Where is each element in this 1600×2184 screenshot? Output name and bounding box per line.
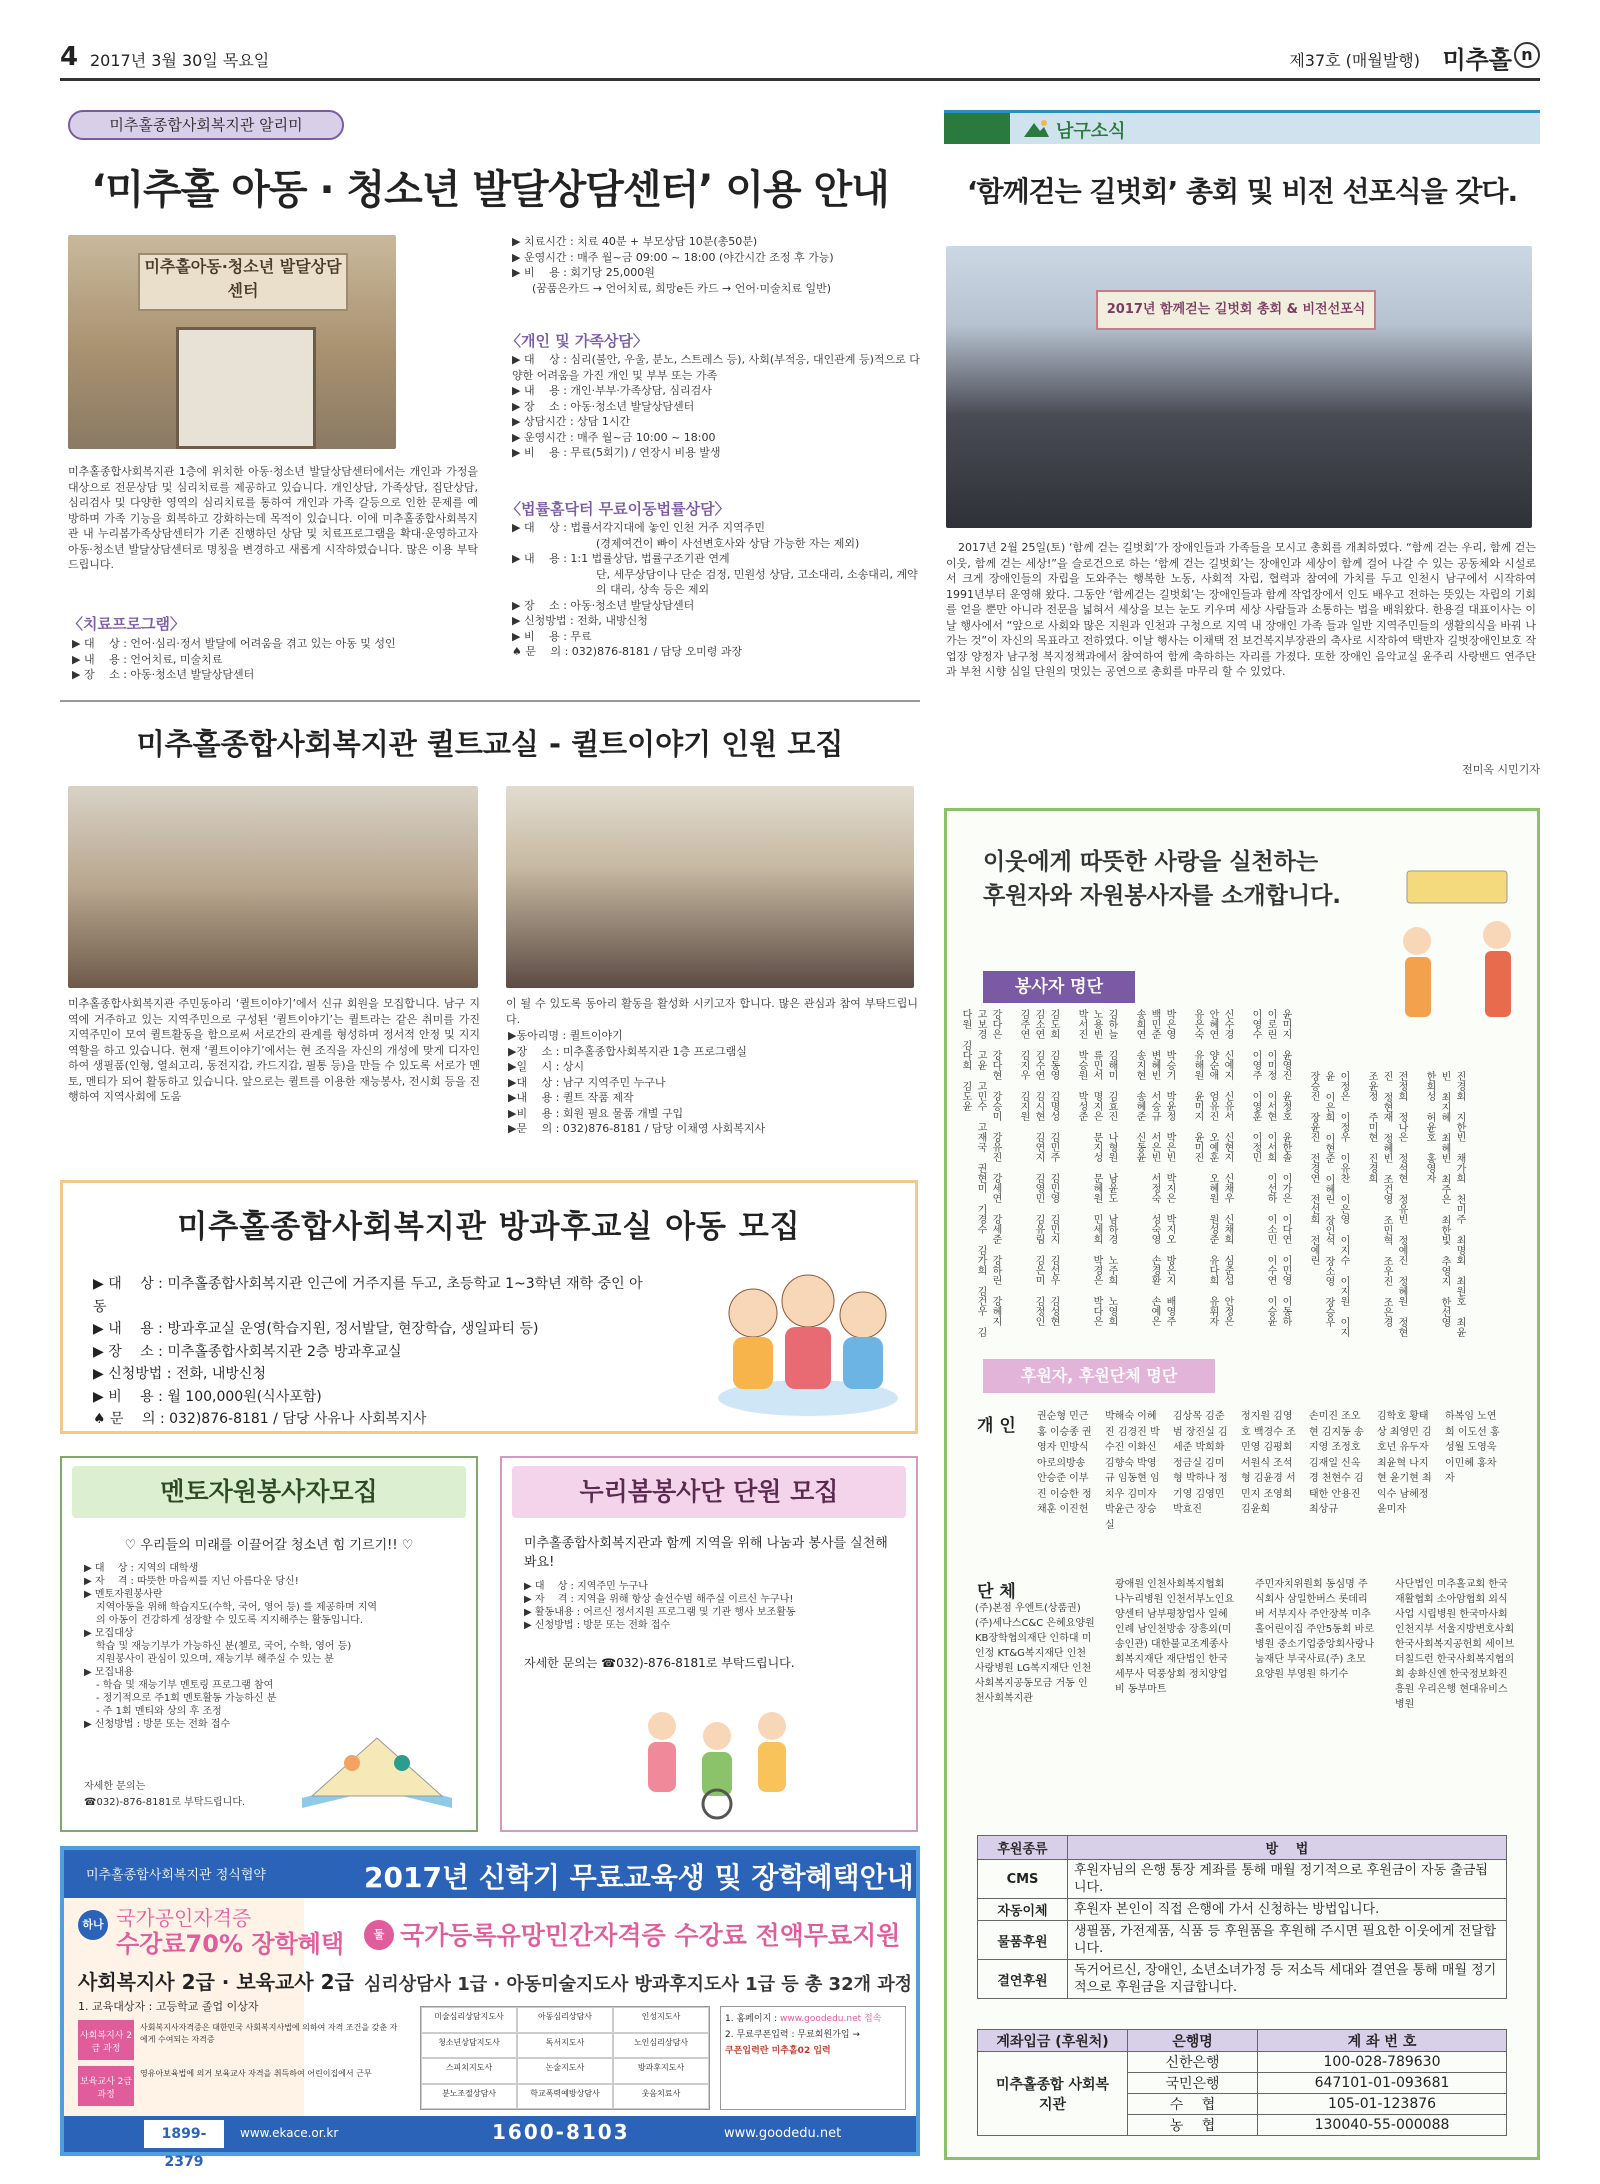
children-illustration	[713, 1253, 903, 1423]
nam-group-photo	[946, 246, 1532, 528]
account-bank: 수 협	[1128, 2094, 1258, 2115]
board-title: 봉사자 명단	[983, 971, 1135, 1003]
account-bank: 신한은행	[1128, 2052, 1258, 2073]
law-list	[512, 520, 920, 660]
account-bank: 국민은행	[1128, 2073, 1258, 2094]
account-recipient: 미추홀종합 사회복지관	[978, 2052, 1128, 2136]
volunteer-names-col5: 신수경 신예지 신유서 신현지 신채우 신채희 심준섭 안정은 안혜연 양순애 엄유진 오예훈 오혜원 원성준 유다희 유휘자 유은숙 유해원 윤미지 윤미진	[1192, 1009, 1233, 1326]
afterschool-box	[60, 1180, 918, 1434]
ad-coupon: 쿠폰입력란 미추홀02 입력	[725, 2046, 831, 2056]
ad-homepage-label: 1. 홈페이지 :	[725, 2014, 778, 2024]
donor-col4: 정지원 김영호 백경수 조민영 김평회 서원식 조석형 김윤경 서민지 조영희 김윤희	[1241, 1411, 1296, 1515]
method-head-type: 후원종류	[978, 1836, 1068, 1860]
afterschool-item: ▶ 비 용 : 월 100,000원(식사포함)	[93, 1388, 322, 1405]
ad-badge-two: 둘	[364, 1920, 394, 1950]
org-col4: 사단법인 미추홀교회 한국 재활협회 소아암협회 외식사업 시립병원 한국마사회인천지부 서울지방변호사회 한국사회복지공헌회 세이브더칠드런 한국사회복지협의회 송화신엔 한국정보화진흥원 우리은행 현대유비스병원	[1395, 1579, 1515, 1710]
ad-phone-left[interactable]: 1899-2379	[144, 2120, 224, 2148]
ad-target: 1. 교육대상자 : 고등학교 졸업 이상자	[78, 2000, 259, 2013]
family-item: ▶ 장 소 : 아동·청소년 발달상담센터	[512, 399, 695, 413]
account-number: 130040-55-000088	[1258, 2115, 1507, 2136]
ad-course: 학교폭력예방상담사	[517, 2084, 613, 2110]
issue-date: 2017년 3월 30일 목요일	[90, 51, 270, 70]
book-illustration	[292, 1708, 462, 1818]
volunteer-illustration	[622, 1686, 812, 1826]
volunteer-names-col2: 김도희 김동영 김명성 김민주 김민영 김민지 김선우 김성현 김소연 김수연 김시현 김연지 김영민 김유림 김은미 김정인 김주연 김지우 김지원	[1018, 1009, 1059, 1326]
mentor-item: ▶ 멘토자원봉사란	[84, 1589, 163, 1600]
ad-row2-label: 보육교사 2급 과정	[78, 2066, 134, 2106]
account-number: 647101-01-093681	[1258, 2073, 1507, 2094]
account-head-number: 계 좌 번 호	[1258, 2030, 1507, 2052]
therapy-list	[72, 636, 502, 683]
fee-list	[512, 234, 922, 296]
fee-item: (꿈품은카드 → 언어치료, 희망e든 카드 → 언어·미술치료 일반)	[532, 281, 832, 295]
ad-url-right[interactable]: www.goodedu.net	[724, 2126, 842, 2141]
nam-section-bar	[944, 110, 1540, 144]
ad-step2: 2. 무료쿠폰입력 : 무료회원가입 →	[725, 2030, 860, 2040]
law-item: ▶ 신청방법 : 전화, 내방신청	[512, 614, 648, 627]
method-desc: 독거어르신, 장애인, 소년소녀가정 등 저소득 세대와 결연을 통해 매월 정기적으로 후원금을 지급합니다.	[1068, 1960, 1507, 1999]
account-bank: 농 협	[1128, 2115, 1258, 2136]
quilt-intro: 이 될 수 있도록 동아리 활동을 활성화 시키고자 합니다. 많은 관심과 참여 부탁드립니다.	[506, 997, 918, 1026]
volunteer-names-col3: 김하늘 김해미 김효진 나형원 남윤도 남하경 노주희 노영희 노용빈 류민서 명지은 문지성 문혜원 민세희 박경은 박다은 박서진 박승원 박성준	[1076, 1009, 1117, 1326]
family-item: ▶ 상담시간 : 상담 1시간	[512, 415, 631, 428]
law-item: ♠ 문 의 : 032)876-8181 / 담당 오미령 과장	[512, 645, 743, 658]
law-item: ▶ 비 용 : 무료	[512, 629, 592, 643]
mentor-item: ▶ 신청방법 : 방문 또는 전화 접수	[84, 1719, 231, 1730]
quilt-item: ▶장 소 : 미추홀종합사회복지관 1층 프로그램실	[508, 1044, 747, 1058]
mentor-item: ▶ 모집내용	[84, 1667, 134, 1678]
quilt-item: ▶비 용 : 회원 필요 물품 개별 구입	[508, 1106, 684, 1120]
section-badge	[944, 113, 1010, 144]
method-desc: 생필품, 가전제품, 식품 등 후원품을 후원해 주시면 필요한 이웃에게 전달합니다.	[1068, 1921, 1507, 1960]
ad-phone-mid[interactable]: 1600-8103	[492, 2120, 630, 2144]
law-item: ▶ 장 소 : 아동·청소년 발달상담센터	[512, 598, 695, 612]
ad-course: 논술지도사	[517, 2058, 613, 2084]
fee-item: ▶ 치료시간 : 치료 40분 + 부모상담 10분(총50분)	[512, 235, 758, 248]
mentor-item: - 주 1회 멘티와 상의 후 조정	[96, 1706, 222, 1717]
nuribom-contact: 자세한 문의는 ☎032)-876-8181로 부탁드립니다.	[524, 1656, 795, 1670]
account-number: 100-028-789630	[1258, 2052, 1507, 2073]
org-col1: (주)본점 우엔트(상품권) (주)세나스C&C 은혜요양원 KB장학협의재단 인하대 미인정 KT&G복지재단 인천사랑병원 LG복지재단 인천사회복지공동모금 거동 인천사회복지관	[975, 1603, 1095, 1704]
ad-line2: 국가등록유망민간자격증 수강료 전액무료지원	[400, 1921, 901, 1950]
notice-title: ‘미추홀 아동 · 청소년 발달상담센터’ 이용 안내	[91, 167, 889, 213]
method-type: 결연후원	[978, 1960, 1068, 1999]
ad-row2-desc: 영유아보육법에 의거 보육교사 자격을 취득하여 어린이집에서 근무	[140, 2069, 372, 2078]
ad-homepage-link[interactable]: www.goodedu.net 접속	[780, 2014, 882, 2024]
ad-course: 독서지도사	[517, 2033, 613, 2059]
nam-section-title: 남구소식	[1056, 121, 1126, 142]
nam-title: ‘함께걷는 길벗회’ 총회 및 비전 선포식을 갖다.	[966, 175, 1518, 208]
nuribom-info	[524, 1580, 909, 1632]
mentor-contact-label: 자세한 문의는	[84, 1781, 146, 1792]
therapy-item: ▶ 대 상 : 언어·심리·정서 발달에 어려움을 겪고 있는 아동 및 성인	[72, 637, 396, 650]
therapy-item: ▶ 장 소 : 아동·청소년 발달상담센터	[72, 668, 255, 681]
method-type: 자동이체	[978, 1899, 1068, 1921]
center-door	[176, 327, 316, 449]
law-item: ▶ 대 상 : 법률서각지대에 놓인 인천 거주 지역주민	[512, 521, 766, 534]
volunteer-names-col7: 이정은 이정우 이유찬 이은영 이지수 이지원 이지윤 이은희 이현준 이혜린 장인석 장소영 장승우 장승진 장윤진 전경연 전선희 전예린	[1308, 1071, 1349, 1337]
volunteer-box	[944, 808, 1540, 2160]
family-item: ▶ 대 상 : 심리(불안, 우울, 분노, 스트레스 등), 사회(부적응, 대인관계 등)적으로 다양한 어려움을 가진 개인 및 부부 또는 가족	[512, 353, 920, 382]
method-desc: 후원자 본인이 직접 은행에 가서 신청하는 방법입니다.	[1068, 1899, 1507, 1921]
donor-col7: 하복임 노연희 이도선 홍성월 도영욱 이민혜 홍차자	[1445, 1411, 1500, 1484]
ad-course: 스피치지도사	[421, 2058, 517, 2084]
account-head-recipient: 계좌입금 (후원처)	[978, 2030, 1128, 2052]
section-divider	[60, 700, 920, 702]
org-label: 단 체	[977, 1582, 1016, 1602]
page-header	[60, 42, 1540, 76]
donor-title: 후원자, 후원단체 명단	[983, 1359, 1215, 1393]
mentor-item: 지원봉사이 관심이 있으며, 재능기부 해주실 수 있는 분	[96, 1654, 334, 1665]
ad-course: 방과후지도사	[613, 2058, 709, 2084]
method-desc: 후원자님의 은행 통장 계좌를 통해 매월 정기적으로 후원금이 자동 출금됩니다.	[1068, 1860, 1507, 1899]
org-col2: 광애원 인천사회복지협회 나누리병원 인천서부노인요양센터 남부평창업사 일혜인례 남인천방송 장흥외(미송인관) 대한불교조계종사회복지재단 재단법인 한국세무사 덕풍상회 정치양업비 동부마트	[1115, 1579, 1235, 1695]
ad-line1a: 국가공인자격증	[116, 1906, 252, 1930]
account-number: 105-01-123876	[1258, 2094, 1507, 2115]
header-rule	[60, 78, 1540, 81]
volunteers-illustration	[1387, 861, 1527, 1041]
event-banner: 2017년 함께걷는 길벗회 총회 & 비전선포식	[1096, 290, 1376, 330]
afterschool-item: ▶ 대 상 : 미추홀종합사회복지관 인근에 거주지를 두고, 초등학교 1~3학년 재학 중인 아동	[93, 1276, 643, 1315]
law-item: ▶ 내 용 : 1:1 법률상담, 법률구조기관 연계	[512, 552, 730, 565]
ad-course: 청소년상담지도사	[421, 2033, 517, 2059]
mentor-item: ▶ 자 격 : 따뜻한 마음씨를 지닌 아름다운 당신!	[84, 1576, 299, 1587]
indiv-label: 개 인	[977, 1416, 1016, 1436]
therapy-item: ▶ 내 용 : 언어치료, 미술치료	[72, 652, 223, 666]
method-head-how: 방 법	[1068, 1836, 1507, 1860]
mentor-item: 지역아동을 위해 학습지도(수학, 국어, 영어 등) 를 제공하며 지역의 아동이 건강하게 성장할 수 있도록 지지해주는 활동입니다.	[96, 1602, 378, 1626]
notice-intro: 미추홀종합사회복지관 1층에 위치한 아동·청소년 발달상담센터에서는 개인과 가정을 대상으로 전문상담 및 심리치료를 제공하고 있습니다. 개인상담, 가족상담, 집단상담, 심리검사 및 다양한 영역의 심리치료를 통하여 개인과 가족 갈등으로 인한 문제를 예방하며 가족 기능을 회복하고 강화하는데 목적이 있습니다. 이에 미추홀종합사회복지관 내 누리봄가족상담센터가 기존 진행하던 상담 및 치료프로그램을 확대·운영하고자 아동·청소년 발달상담센터로 명칭을 변경하고 새롭게 시작하였습니다. 많은 이용 부탁드립니다.	[68, 465, 478, 571]
nuribom-intro: 미추홀종합사회복지관과 함께 지역을 위해 나눔과 봉사를 실천해봐요!	[524, 1536, 888, 1570]
volunteer-headline-2: 후원자와 자원봉사자를 소개합니다.	[983, 883, 1342, 909]
afterschool-item: ▶ 내 용 : 방과후교실 운영(학습지원, 정서발달, 현장학습, 생일파티 등)	[93, 1321, 539, 1337]
ad-row1-desc: 사회복지사자격증은 대한민국 사회복지사법에 의하여 자격 조건을 갖춘 자에게 수여되는 자격증	[140, 2023, 398, 2044]
therapy-heading: 〈치료프로그램〉	[68, 615, 185, 633]
mentor-item: 학습 및 재능기부가 가능하신 분(첼로, 국어, 수학, 영어 등)	[96, 1641, 352, 1652]
nuribom-item: ▶ 활동내용 : 어르신 정서지원 프로그램 및 기관 행사 보조활동	[524, 1607, 796, 1618]
fee-item: ▶ 운영시간 : 매주 월~금 09:00 ~ 18:00 (야간시간 조정 후 가능)	[512, 250, 834, 264]
education-ad	[60, 1846, 920, 2170]
mentor-box	[60, 1456, 478, 1832]
nuribom-item: ▶ 신청방법 : 방문 또는 전화 접수	[524, 1620, 671, 1631]
afterschool-title: 미추홀종합사회복지관 방과후교실 아동 모집	[177, 1209, 801, 1245]
ad-course: 분노조절상담사	[421, 2084, 517, 2110]
mentor-item: - 학습 및 재능기부 멘토링 프로그램 참여	[96, 1680, 274, 1691]
mentor-item: ▶ 대 상 : 지역의 대학생	[84, 1563, 199, 1574]
counsel-center-photo	[68, 235, 396, 449]
quilt-title: 미추홀종합사회복지관 퀼트교실 - 퀼트이야기 인원 모집	[136, 727, 844, 761]
mentor-contact: ☎032)-876-8181로 부탁드립니다.	[84, 1797, 246, 1808]
quilt-item: ▶동아리명 : 퀼트이야기	[508, 1029, 623, 1042]
family-list	[512, 352, 920, 461]
mentor-item: - 정기적으로 주1회 멘토활동 가능하신 분	[96, 1693, 277, 1704]
nuribom-item: ▶ 자 격 : 지역을 위해 항상 솔선수범 해주실 이르신 누구나!	[524, 1594, 794, 1605]
donor-col2: 박해숙 이혜진 김경진 박수진 이화신 김향숙 박영규 임동현 임치우 김미자 박윤근 장승실	[1105, 1411, 1160, 1531]
ad-row1-label: 사회복지사 2급 과정	[78, 2020, 134, 2060]
ad-course: 아동심리상담사	[517, 2007, 613, 2033]
quilt-class-photo	[68, 786, 478, 988]
ad-badge-one: 하나	[78, 1910, 108, 1940]
donor-col3: 김상목 김준범 장진실 김세준 박희화 정금실 김미형 박하나 정기영 김영민 박효진	[1173, 1411, 1228, 1515]
nuribom-item: ▶ 대 상 : 지역주민 누구나	[524, 1581, 648, 1592]
donor-col6: 김학호 황태상 최영민 김호년 유두자 최윤혁 나지현 윤기현 최익수 남혜정 윤미자	[1377, 1411, 1432, 1515]
mentor-info	[84, 1562, 384, 1731]
quilt-info	[508, 1028, 920, 1137]
account-head-bank: 은행명	[1128, 2030, 1258, 2052]
family-item: ▶ 내 용 : 개인·부부·가족상담, 심리검사	[512, 384, 712, 397]
page-number: 4	[60, 42, 79, 72]
law-item: 단, 세무상담이나 단순 검정, 민원성 상담, 고소대리, 소송대리, 계약의 대리, 상속 등은 제외	[596, 567, 918, 596]
ad-title: 2017년 신학기 무료교육생 및 장학혜택안내	[364, 1861, 914, 1894]
ad-right-course: 심리상담사 1급 · 아동미술지도사 방과후지도사 1급 등 총 32개 과정	[364, 1974, 913, 1995]
family-heading: 〈개인 및 가족상담〉	[506, 332, 648, 350]
afterschool-item: ♠ 문 의 : 032)876-8181 / 담당 사유나 사회복지사	[93, 1411, 427, 1427]
law-heading: 〈법률홈닥터 무료이동법률상담〉	[506, 500, 730, 518]
afterschool-info	[93, 1273, 653, 1431]
fee-item: ▶ 비 용 : 회기당 25,000원	[512, 266, 655, 279]
ad-line1b: 수강료70% 장학혜택	[116, 1930, 345, 1958]
volunteer-names-col6: 윤미지 윤영진 윤정호 윤한솔 이가은 이다연 이민영 이동하 이로린 이미정 이서현 이서희 이선하 이소민 이수연 이승윤 이영수 이영주 이영훈 이정민	[1250, 1009, 1291, 1326]
ad-org: 미추홀종합사회복지관 정식협약	[86, 1868, 266, 1883]
volunteer-names-col1: 강다은 강다현 강승미 강유진 강세연 강세준 강하린 강혜지 고보경 고윤 고민수 고재국 권현미 기경수 김가희 김건우 김다원 김다희 김도윤	[960, 1009, 1001, 1337]
quilt-bags-photo	[506, 786, 914, 988]
mentor-title: 멘토자원봉사자모집	[72, 1466, 466, 1518]
ad-howto	[720, 2006, 906, 2110]
quilt-item: ▶내 용 : 퀼트 작품 제작	[508, 1091, 634, 1104]
donor-col1: 권순형 민근홍 이승종 권영자 민방식 아로의방송 안승준 이부진 이승한 정채훈 이진헌	[1037, 1411, 1092, 1515]
ad-url-left[interactable]: www.ekace.or.kr	[240, 2126, 339, 2140]
volunteer-headline-1: 이웃에게 따뜻한 사랑을 실천하는	[983, 849, 1319, 875]
nam-reporter: 전미옥 시민기자	[1462, 763, 1540, 776]
quilt-item: ▶일 시 : 상시	[508, 1060, 585, 1073]
mentor-slogan: ♡ 우리들의 미래를 이끌어갈 청소년 힘 기르기!! ♡	[124, 1538, 414, 1553]
method-type: CMS	[978, 1860, 1068, 1899]
afterschool-item: ▶ 장 소 : 미추홀종합사회복지관 2층 방과후교실	[93, 1343, 402, 1360]
paper-logo: 미추홀	[1442, 46, 1512, 74]
volunteer-names-col8: 전정희 정나은 정석현 정유빈 정예진 정혜원 정현진 정현재 정혜빈 조건영 조민혁 조우진 조은경 조윤정 주미현 진경희	[1366, 1071, 1407, 1337]
donation-method-table	[977, 1835, 1507, 1999]
donor-col5: 손미진 조오현 김지동 송지영 조정호 김재일 신옥경 천현수 김태한 안용진 최상규	[1309, 1411, 1364, 1515]
notice-tag: 미추홀종합사회복지관 알리미	[68, 110, 344, 140]
org-col3: 주민자치위원회 동심명 주식회사 삼일한버스 롯데리버 서부지사 주안장복 미추홀어린이집 주안5동회 바로병원 중소기업중앙회사랑나눔재단 부국사료(주) 초모요양원 부영원 하기수	[1255, 1579, 1375, 1680]
center-signboard: 미추홀아동·청소년 발달상담센터	[138, 253, 348, 311]
nuribom-box	[500, 1456, 918, 1832]
quilt-item: ▶대 상 : 남구 지역주민 누구나	[508, 1075, 666, 1089]
ad-course: 인성지도사	[613, 2007, 709, 2033]
family-item: ▶ 운영시간 : 매주 월~금 10:00 ~ 18:00	[512, 430, 716, 444]
nam-body: 2017년 2월 25일(토) ‘함께 걷는 길벗회’가 장애인들과 가족들을 모시고 총회를 개최하였다. “함께 걷는 우리, 함께 걷는 이웃, 함께 걷는 세상!”을 슬로건으로 하는 ‘함께 걷는 길벗회’는 장애인과 세상이 함께 걸어 나갈 수 있는 공동체와 시설로서 크게 장애인들의 자립을 도와주는 행복한 노동, 사회적 자립, 협력과 참여에 가치를 두고 인천시 남구에서 시작하여 1991년부터 운영해 왔다. 그동안 ‘함께걷는 길벗회’는 장애인들과 함께 작업장에서 인도 배우고 전하는 뜻있는 자립의 기회를 얻을 뿐만 아니라 전문을 넓혀서 세상을 보는 눈도 키우며 세상 사람들과 소통하는 법을 배워왔다. 한용걸 대표이사는 이 날 행사에서 “앞으로 사회와 많은 지원과 인천과 구청으로 지역 내 장애인 가족 들과 일반 지역주민들의 생활의식을 바꿔 나가는 것”이 자신의 목표라고 전하였다. 이날 행사는 이채택 전 보건복지부장관의 축사로 시작하여 택반자 길벗장애인보호 작업장 양정자 남구청 복지정책과에서 참여하여 함께 축하하는 자리를 가졌다. 또한 장애인 음악교실 윤주리 사랑밴드 연주단과 부천 시향 심일 단원의 멋있는 공연으로 총회를 마무리 할 수 있었다.	[946, 541, 1536, 678]
law-item: (경제여건이 빠이 사선변호사와 상담 가능한 자는 제외)	[596, 536, 860, 550]
quilt-body: 미추홀종합사회복지관 주민동아리 ‘퀼트이야기’에서 신규 회원을 모집합니다. 남구 지역에 거주하고 있는 지역주민으로 구성된 ‘퀼트이야기’는 퀼트라는 같은 취미를 가진 지역주민이 모여 퀼트활동을 함으로써 서로간의 관계를 형성하며 정서적 안정 및 지지 역할을 하고 있습니다. 현재 ‘퀼트이야기’에서는 현 조직을 자신의 개성에 맞게 디자인하여 생필품(인형, 열쇠고리, 동전지갑, 카드지갑, 필통 등)을 만들 수 있도록 서로가 멘토, 멘티가 되어 활동하고 있습니다. 앞으로는 퀼트를 이용한 재능봉사, 전시회 등을 진행하여 지역사회에 도움	[68, 997, 480, 1103]
mentor-item: ▶ 모집대상	[84, 1628, 134, 1639]
bank-account-table	[977, 2029, 1507, 2136]
volunteer-names-col9: 진경회 지한빈 채가희 천미주 최명회 최원호 최윤빈 최지혜 최혜빈 최주은 최한빛 추영지 한선영 한희성 허윤호 홍영자	[1424, 1071, 1465, 1337]
ad-course-grid	[420, 2006, 710, 2110]
ad-course: 웃음치료사	[613, 2084, 709, 2110]
ad-course: 미술심리상담지도사	[421, 2007, 517, 2033]
ad-left-course: 사회복지사 2급 · 보육교사 2급	[78, 1970, 354, 1994]
family-item: ▶ 비 용 : 무료(5회기) / 연장시 비용 발생	[512, 446, 721, 459]
issue-number: 제37호 (매월발행)	[1289, 51, 1420, 70]
nuribom-title: 누리봄봉사단 단원 모집	[512, 1466, 906, 1518]
quilt-item: ▶문 의 : 032)876-8181 / 담당 이채영 사회복지사	[508, 1122, 766, 1135]
ad-course: 노인심리상담사	[613, 2033, 709, 2059]
volunteer-names-col4: 박은영 박승기 박윤정 박은빈 박지은 박지오 방은지 배영주 백민준 변혜빈 서승규 서은빈 서정숙 성숙영 손경환 손예은 송희연 송지현 송혜준 신동윤	[1134, 1009, 1175, 1326]
afterschool-item: ▶ 신청방법 : 전화, 내방신청	[93, 1366, 266, 1382]
method-type: 물품후원	[978, 1921, 1068, 1960]
logo-mark-icon: n	[1514, 42, 1540, 68]
mountain-icon	[1022, 119, 1050, 139]
